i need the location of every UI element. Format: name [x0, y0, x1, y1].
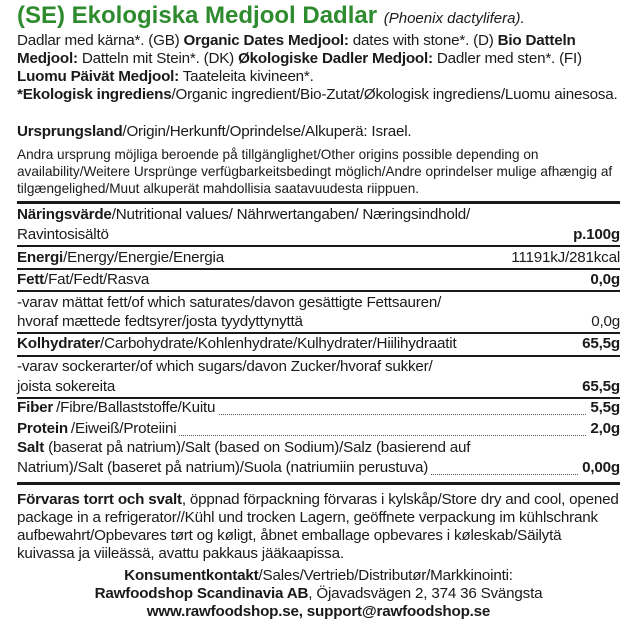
row-value: 65,5g: [582, 378, 620, 395]
nutrition-row-protein: [17, 420, 620, 438]
contact-label-line: [0, 567, 637, 585]
per-100g: p.100g: [573, 226, 620, 243]
nutrition-header: [17, 206, 620, 224]
nutrition-header-fi: Ravintosisältö: [17, 226, 109, 243]
organic-label: *Ekologisk ingrediens: [17, 86, 172, 103]
row-label: Fett: [17, 271, 45, 288]
row-translations: /Carbohydrate/Kohlenhydrate/Kulhydrater/Hiilihydraatit: [100, 335, 457, 352]
row-label: Salt: [17, 439, 45, 456]
row-label: Fiber: [17, 399, 56, 416]
row-line1: -varav sockerarter/of which sugars/davon Zucker/hvoraf sukker/: [17, 358, 433, 375]
separator: ,: [298, 603, 307, 620]
company-name: Rawfoodshop Scandinavia AB: [94, 585, 309, 602]
origin-line: [17, 123, 620, 141]
fi-name: Luomu Päivät Medjool:: [17, 68, 180, 85]
gb-description: dates with stone*. (D): [348, 32, 498, 49]
gb-name: Organic Dates Medjool:: [183, 32, 349, 49]
nutrition-header-translations: /Nutritional values/ Nährwertangaben/ Næringsindhold/: [111, 206, 471, 223]
nutrition-row-saturates-line2: [17, 313, 620, 331]
row-value: 5,5g: [587, 399, 620, 417]
nutrition-row-energy: [17, 249, 620, 267]
row-line1: -varav mättat fett/of which saturates/davon gesättigte Fettsauren/: [17, 294, 442, 311]
d-description: Datteln mit Stein*. (DK): [77, 50, 239, 67]
nutrition-row-sugars-line2: [17, 378, 620, 396]
contact-web-line: [0, 603, 637, 621]
divider-top: [17, 201, 620, 204]
storage-label: Förvaras torrt och svalt: [17, 491, 182, 508]
email-link[interactable]: support@rawfoodshop.se: [306, 603, 491, 620]
origin-label: Ursprungsland: [17, 123, 123, 140]
row-line2: hvoraf mættede fedtsyrer/josta tyydyttynyttä: [17, 313, 303, 330]
row-value: 0,00g: [579, 459, 620, 477]
se-description: Dadlar med kärna*. (GB): [17, 32, 184, 49]
row-line1: (baserat på natrium)/Salt (based on Sodium)/Salz (basierend auf: [44, 439, 471, 456]
divider: [17, 290, 620, 292]
row-translations: /Energy/Energie/Energia: [63, 249, 224, 266]
fi-description: Taateleita kivineen*.: [179, 68, 314, 85]
product-title: [17, 3, 620, 32]
nutrition-row-sugars: [17, 358, 620, 376]
row-label: Kolhydrater: [17, 335, 101, 352]
row-line2: joista sokereita: [17, 378, 116, 395]
nutrition-row-carbohydrate: [17, 335, 620, 353]
row-label: Protein: [17, 420, 71, 437]
dk-description: Dadler med sten*. (FI): [432, 50, 582, 67]
contact-address-line: [0, 585, 637, 603]
nutrition-row-salt: [17, 439, 620, 457]
row-line2: Natrium)/Salt (baseret på natrium)/Suola (natriumiin perustuva): [17, 459, 431, 476]
d-name: Bio Datteln Medjool:: [17, 32, 576, 67]
nutrition-row-saturates: [17, 294, 620, 312]
storage-text: , öppnad förpackning förvaras i kylskåp/Store dry and cool, opened package in a refrigerator//Kühl und trocken Lagern, geöffnete verpackung im kühlschrank aufbewahrt/Opbevares tørt og køligt, åbnet emballage opbevares i køleskab/Säilytä kuivassa ja viileässä, avattu pakkaus jääkaapissa.: [17, 491, 619, 562]
divider: [17, 355, 620, 357]
title-main: (SE) Ekologiska Medjool Dadlar: [17, 2, 378, 29]
divider: [17, 268, 620, 270]
nutrition-header-label: Näringsvärde: [17, 206, 112, 223]
nutrition-row-fat: [17, 271, 620, 289]
product-description: [17, 32, 620, 104]
origin-note: Andra ursprung möjliga beroende på tillgänglighet/Other origins possible depending on availability/Weitere Ursprünge verfügbarkeitsbedingt möglich/Andre oprindelser mulige afhængig af tilgængelighed/Muut alkuperät mahdollisia saatavuudesta riippuen.: [17, 147, 613, 196]
row-value: 0,0g: [591, 313, 620, 330]
dk-name: Økologiske Dadler Medjool:: [238, 50, 433, 67]
divider: [17, 332, 620, 334]
nutrition-row-salt-line2: [17, 459, 620, 477]
divider: [17, 245, 620, 247]
contact-block: [0, 567, 637, 621]
divider-bottom: [17, 482, 620, 485]
row-value: 0,0g: [590, 271, 620, 288]
scientific-name: (Phoenix dactylifera).: [383, 10, 525, 27]
organic-translations: /Organic ingredient/Bio-Zutat/Økologisk ingrediens/Luomu ainesosa.: [171, 86, 618, 103]
row-translations: /Eiweiß/Proteiini: [71, 420, 179, 437]
row-label: Energi: [17, 249, 64, 266]
storage-instructions: [17, 491, 620, 563]
row-value: 2,0g: [587, 420, 620, 438]
origin-value: /Origin/Herkunft/Oprindelse/Alkuperä: Israel.: [122, 123, 412, 140]
nutrition-row-fibre: [17, 399, 620, 417]
nutrition-header-line2: [17, 226, 620, 244]
row-value: 65,5g: [582, 335, 620, 352]
website-link[interactable]: www.rawfoodshop.se: [146, 603, 299, 620]
row-translations: /Fat/Fedt/Rasva: [44, 271, 150, 288]
row-value: 11191kJ/281kcal: [511, 249, 620, 266]
contact-roles: /Sales/Vertrieb/Distributør/Markkinointi:: [258, 567, 513, 584]
contact-label: Konsumentkontakt: [124, 567, 259, 584]
row-translations: /Fibre/Ballaststoffe/Kuitu: [56, 399, 218, 416]
company-address: , Öjavadsvägen 2, 374 36 Svängsta: [308, 585, 543, 602]
